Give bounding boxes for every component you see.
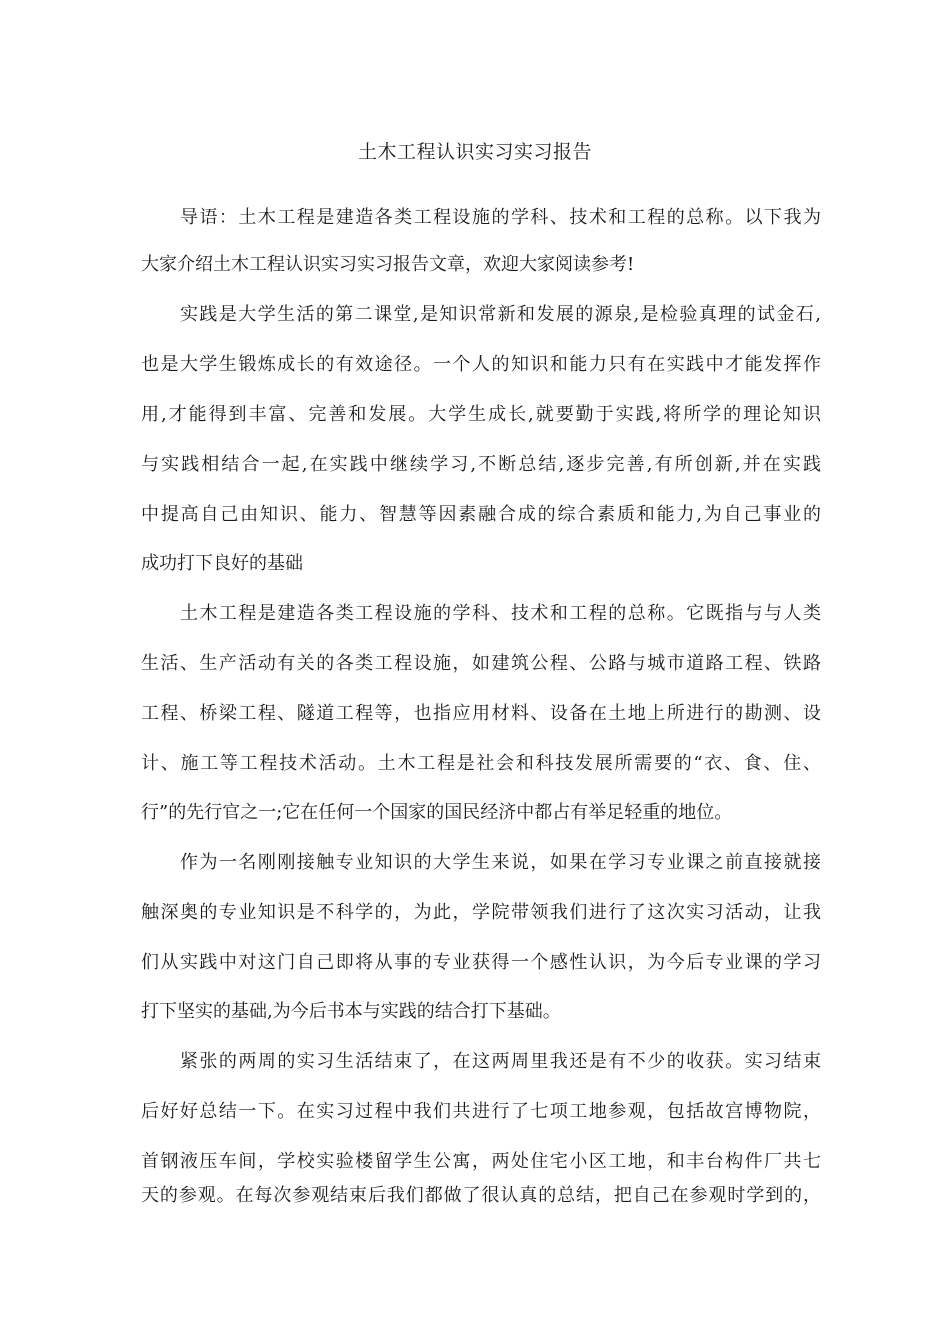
paragraph-line: 天的参观。在每次参观结束后我们都做了很认真的总结，把自己在参观时学到的， — [141, 1185, 821, 1206]
paragraph-line: 紧张的两周的实习生活结束了，在这两周里我还是有不少的收获。实习结束 — [180, 1051, 821, 1072]
paragraph-line: 生活、生产活动有关的各类工程设施，如建筑公程、公路与城市道路工程、铁路 — [141, 653, 821, 674]
paragraph-line: 触深奥的专业知识是不科学的，为此，学院带领我们进行了这次实习活动，让我 — [141, 902, 821, 923]
paragraph-line: 用,才能得到丰富、完善和发展。大学生成长,就要勤于实践,将所学的理论知识 — [141, 404, 821, 425]
paragraph-line: 与实践相结合一起,在实践中继续学习,不断总结,逐步完善,有所创新,并在实践 — [141, 454, 821, 475]
document-title: 土木工程认识实习实习报告 — [357, 141, 592, 163]
paragraph-line: 打下坚实的基础,为今后书本与实践的结合打下基础。 — [141, 1001, 561, 1022]
paragraph-line: 中提高自己由知识、能力、智慧等因素融合成的综合素质和能力,为自己事业的 — [141, 504, 821, 525]
paragraph-line: 土木工程是建造各类工程设施的学科、技术和工程的总称。它既指与与人类 — [180, 603, 821, 624]
paragraph-line: 计、施工等工程技术活动。土木工程是社会和科技发展所需要的“衣、食、住、 — [141, 753, 821, 774]
paragraph-line: 行”的先行官之一;它在任何一个国家的国民经济中都占有举足轻重的地位。 — [141, 802, 733, 823]
paragraph-line: 作为一名刚刚接触专业知识的大学生来说，如果在学习专业课之前直接就接 — [180, 852, 821, 873]
paragraph-line: 工程、桥梁工程、隧道工程等，也指应用材料、设备在土地上所进行的勘测、设 — [141, 703, 821, 724]
paragraph-line: 成功打下良好的基础 — [141, 553, 303, 574]
paragraph-line: 实践是大学生活的第二课堂,是知识常新和发展的源泉,是检验真理的试金石, — [180, 304, 821, 325]
paragraph-line: 后好好总结一下。在实习过程中我们共进行了七项工地参观，包括故宫博物院， — [141, 1101, 821, 1122]
paragraph-line: 们从实践中对这门自己即将从事的专业获得一个感性认识，为今后专业课的学习 — [141, 952, 821, 973]
paragraph-line: 大家介绍土木工程认识实习实习报告文章，欢迎大家阅读参考! — [141, 254, 635, 275]
paragraph-line: 也是大学生锻炼成长的有效途径。一个人的知识和能力只有在实践中才能发挥作 — [141, 354, 821, 375]
paragraph-line: 首钢液压车间，学校实验楼留学生公寓，两处住宅小区工地，和丰台构件厂共七 — [141, 1151, 821, 1172]
paragraph-line: 导语：土木工程是建造各类工程设施的学科、技术和工程的总称。以下我为 — [180, 207, 821, 228]
